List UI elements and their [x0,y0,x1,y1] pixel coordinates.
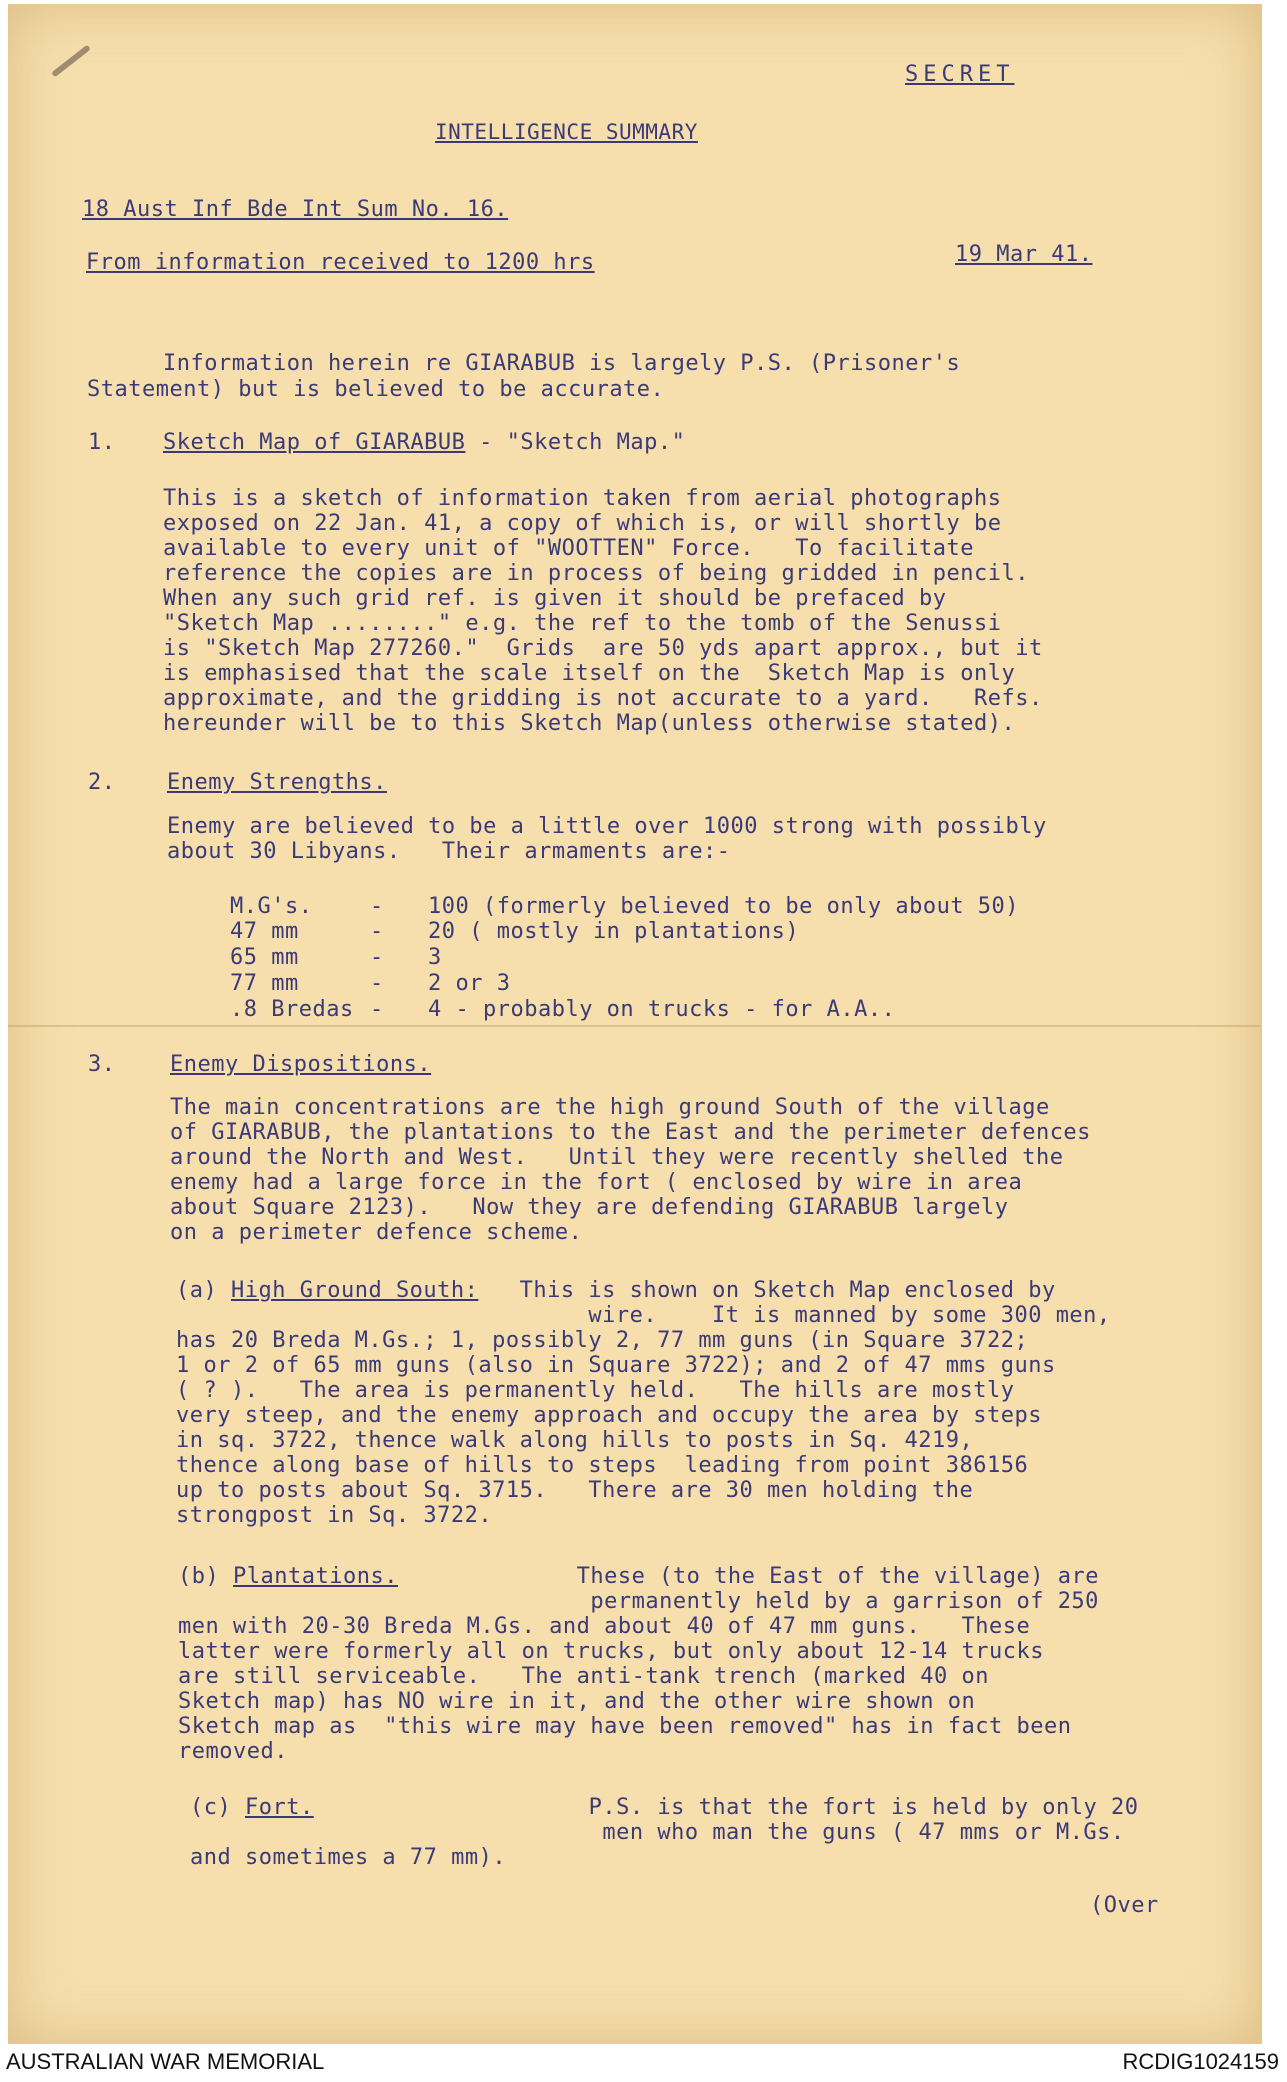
body-line: Enemy are believed to be a little over 1000 strong with possibly [167,814,1047,839]
intro-line: Information herein re GIARABUB is largely P.S. (Prisoner's [163,351,961,376]
body-line: enemy had a large force in the fort ( enclosed by wire in area [170,1170,1023,1195]
body-line: exposed on 22 Jan. 41, a copy of which is, or will shortly be [163,511,1002,536]
fold-crease [8,1025,1260,1027]
body-line: This is a sketch of information taken from aerial photographs [163,486,1002,511]
section-heading: Enemy Dispositions. [170,1052,432,1077]
body-line: is "Sketch Map 277260." Grids are 50 yds apart approx., but it [163,636,1043,661]
body-line: "Sketch Map ........" e.g. the ref to the tomb of the Senussi [163,611,1002,636]
body-line: up to posts about Sq. 3715. There are 30 men holding the [176,1478,974,1503]
section-heading-text: Sketch Map of GIARABUB [163,430,466,455]
subsection-label: (b) [178,1564,220,1589]
body-line: men who man the guns ( 47 mms or M.Gs. [190,1820,1125,1845]
subsection-first-line: P.S. is that the fort is held by only 20 [313,1795,1139,1820]
body-line: reference the copies are in process of being gridded in pencil. [163,561,1029,586]
armament-quantity: 4 - probably on trucks - for A.A.. [428,997,896,1022]
body-line: on a perimeter defence scheme. [170,1220,583,1245]
document-date: 19 Mar 41. [955,242,1093,267]
subsection-heading [176,1278,1056,1303]
armament-weapon: M.G's. [230,894,313,919]
body-line: When any such grid ref. is given it should be prefaced by [163,586,947,611]
armament-quantity: 2 or 3 [428,971,511,996]
body-line: has 20 Breda M.Gs.; 1, possibly 2, 77 mm guns (in Square 3722; [176,1328,1029,1353]
body-line: strongpost in Sq. 3722. [176,1503,493,1528]
summary-number: 18 Aust Inf Bde Int Sum No. 16. [82,197,509,222]
armament-weapon: 65 mm [230,945,299,970]
armament-dash: - [370,894,384,919]
section-number: 1. [88,430,116,455]
subsection-label: (c) [190,1795,232,1820]
section-heading: Enemy Strengths. [167,770,387,795]
body-line: around the North and West. Until they were recently shelled the [170,1145,1064,1170]
body-line: hereunder will be to this Sketch Map(unless otherwise stated). [163,711,1016,736]
armament-dash: - [370,997,384,1022]
subsection-first-line: These (to the East of the village) are [397,1564,1099,1589]
armament-weapon: 47 mm [230,919,299,944]
armament-weapon: 77 mm [230,971,299,996]
armament-weapon: .8 Bredas [230,997,354,1022]
subsection-title: Plantations. [233,1564,398,1589]
body-line: The main concentrations are the high ground South of the village [170,1095,1050,1120]
body-line: wire. It is manned by some 300 men, [176,1303,1111,1328]
archive-reference: RCDIG1024159 [1122,2049,1279,2074]
body-line: Sketch map as "this wire may have been removed" has in fact been [178,1714,1072,1739]
armament-quantity: 3 [428,945,442,970]
armament-quantity: 20 ( mostly in plantations) [428,919,800,944]
body-line: ( ? ). The area is permanently held. The hills are mostly [176,1378,1015,1403]
body-line: men with 20-30 Breda M.Gs. and about 40 of 47 mm guns. These [178,1614,1031,1639]
subsection-title: High Ground South: [231,1278,479,1303]
body-line: of GIARABUB, the plantations to the East and the perimeter defences [170,1120,1091,1145]
continuation-note: (Over [1090,1893,1159,1918]
subsection-label: (a) [176,1278,218,1303]
armament-dash: - [370,971,384,996]
subsection-title: Fort. [245,1795,314,1820]
information-cutoff: From information received to 1200 hrs [86,250,595,275]
body-line: 1 or 2 of 65 mm guns (also in Square 3722); and 2 of 47 mms guns [176,1353,1056,1378]
body-line: very steep, and the enemy approach and occupy the area by steps [176,1403,1042,1428]
body-line: are still serviceable. The anti-tank trench (marked 40 on [178,1664,989,1689]
document-title: INTELLIGENCE SUMMARY [435,120,698,144]
body-line: is emphasised that the scale itself on the Sketch Map is only [163,661,1016,686]
subsection-heading [178,1564,1099,1589]
intro-line: Statement) but is believed to be accurate. [87,377,665,402]
subsection-first-line: This is shown on Sketch Map enclosed by [478,1278,1056,1303]
body-line: about 30 Libyans. Their armaments are:- [167,839,731,864]
body-line: permanently held by a garrison of 250 [178,1589,1099,1614]
body-line: approximate, and the gridding is not accurate to a yard. Refs. [163,686,1043,711]
body-line: latter were formerly all on trucks, but only about 12-14 trucks [178,1639,1044,1664]
section-number: 3. [88,1052,116,1077]
body-line: and sometimes a 77 mm). [190,1845,507,1870]
body-line: thence along base of hills to steps leading from point 386156 [176,1453,1029,1478]
subsection-heading [190,1795,1138,1820]
classification-marking: SECRET [905,62,1015,87]
archive-credit: AUSTRALIAN WAR MEMORIAL [6,2049,325,2074]
armament-dash: - [370,919,384,944]
section-heading-suffix: - "Sketch Map." [465,430,686,455]
body-line: available to every unit of "WOOTTEN" Force. To facilitate [163,536,974,561]
section-heading [163,430,685,455]
body-line: in sq. 3722, thence walk along hills to posts in Sq. 4219, [176,1428,974,1453]
body-line: removed. [178,1739,288,1764]
section-number: 2. [88,770,116,795]
armament-dash: - [370,945,384,970]
armament-quantity: 100 (formerly believed to be only about 50) [428,894,1020,919]
body-line: Sketch map) has NO wire in it, and the other wire shown on [178,1689,976,1714]
body-line: about Square 2123). Now they are defending GIARABUB largely [170,1195,1009,1220]
